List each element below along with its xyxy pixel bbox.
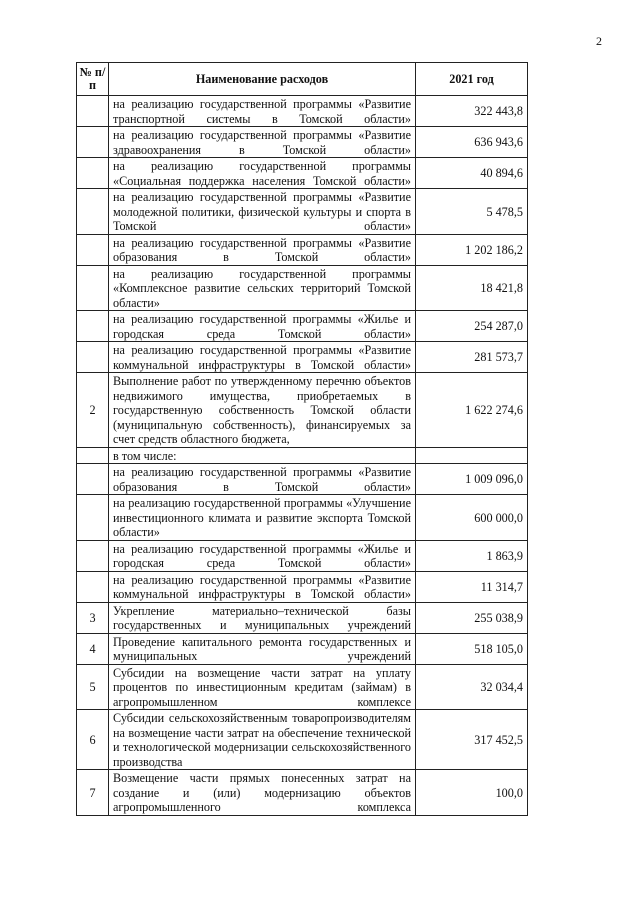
row-name: Возмещение части прямых понесенных затрат на создание и (или) модернизацию объектов агропромышленного комплекса	[109, 770, 416, 816]
table-row	[77, 664, 528, 710]
row-name: на реализацию государственной программы «Развитие здравоохранения в Томской области»	[109, 127, 416, 158]
row-number: 3	[77, 602, 109, 633]
page-number: 2	[596, 34, 602, 48]
row-number	[77, 464, 109, 495]
row-value: 32 034,4	[416, 664, 528, 710]
row-value: 255 038,9	[416, 602, 528, 633]
row-name: на реализацию государственной программы «Комплексное развитие сельских территорий Томской области»	[109, 265, 416, 311]
row-number: 6	[77, 710, 109, 770]
expenses-table	[76, 62, 528, 816]
row-value: 1 202 186,2	[416, 234, 528, 265]
table-row	[77, 571, 528, 602]
header-name: Наименование расходов	[109, 63, 416, 96]
row-number: 5	[77, 664, 109, 710]
table-row	[77, 342, 528, 373]
row-number	[77, 158, 109, 189]
row-name: на реализацию государственной программы «Социальная поддержка населения Томской области»	[109, 158, 416, 189]
row-number	[77, 571, 109, 602]
table-row	[77, 96, 528, 127]
table-row	[77, 770, 528, 816]
row-number	[77, 540, 109, 571]
row-number	[77, 311, 109, 342]
row-value: 281 573,7	[416, 342, 528, 373]
row-name: на реализацию государственной программы «Развитие молодежной политики, физической культуры и спорта в Томской области»	[109, 189, 416, 235]
row-value: 100,0	[416, 770, 528, 816]
row-value: 317 452,5	[416, 710, 528, 770]
row-value: 518 105,0	[416, 633, 528, 664]
row-name: на реализацию государственной программы «Развитие образования в Томской области»	[109, 234, 416, 265]
table-row	[77, 710, 528, 770]
row-value: 254 287,0	[416, 311, 528, 342]
row-number	[77, 342, 109, 373]
row-name: на реализацию государственной программы «Развитие образования в Томской области»	[109, 464, 416, 495]
table-row	[77, 189, 528, 235]
row-number: 4	[77, 633, 109, 664]
row-value: 40 894,6	[416, 158, 528, 189]
row-value: 11 314,7	[416, 571, 528, 602]
row-name: Субсидии сельскохозяйственным товаропроизводителям на возмещение части затрат на обеспечение технической и технологической модернизации сельскохозяйственного производства	[109, 710, 416, 770]
row-name: Выполнение работ по утвержденному перечню объектов недвижимого имущества, приобретаемых в государственную собственность Томской области (муниципальную собственность), финансируемых за счет средств областного бюджета,	[109, 373, 416, 448]
table-row	[77, 373, 528, 448]
row-number	[77, 96, 109, 127]
row-name: на реализацию государственной программы «Развитие транспортной системы в Томской области»	[109, 96, 416, 127]
table-row	[77, 127, 528, 158]
row-name: на реализацию государственной программы «Жилье и городская среда Томской области»	[109, 311, 416, 342]
row-name: на реализацию государственной программы «Жилье и городская среда Томской области»	[109, 540, 416, 571]
row-value: 322 443,8	[416, 96, 528, 127]
row-number	[77, 447, 109, 464]
table-row	[77, 540, 528, 571]
row-name: Субсидии на возмещение части затрат на уплату процентов по инвестиционным кредитам (займам) в агропромышленном комплексе	[109, 664, 416, 710]
table-row	[77, 447, 528, 464]
row-value: 1 009 096,0	[416, 464, 528, 495]
row-name: Укрепление материально–технической базы государственных и муниципальных учреждений	[109, 602, 416, 633]
row-number	[77, 265, 109, 311]
row-name: на реализацию государственной программы «Развитие коммунальной инфраструктуры в Томской области»	[109, 571, 416, 602]
table-row	[77, 464, 528, 495]
row-number	[77, 189, 109, 235]
header-year: 2021 год	[416, 63, 528, 96]
row-name: на реализацию государственной программы «Развитие коммунальной инфраструктуры в Томской области»	[109, 342, 416, 373]
row-name: Проведение капитального ремонта государственных и муниципальных учреждений	[109, 633, 416, 664]
row-value	[416, 447, 528, 464]
table-row	[77, 495, 528, 541]
table-row	[77, 234, 528, 265]
row-number	[77, 495, 109, 541]
row-value: 1 622 274,6	[416, 373, 528, 448]
row-name: в том числе:	[109, 447, 416, 464]
row-value: 636 943,6	[416, 127, 528, 158]
header-number: № п/п	[77, 63, 109, 96]
table-header-row	[77, 63, 528, 96]
row-value: 1 863,9	[416, 540, 528, 571]
table-row	[77, 602, 528, 633]
table-row	[77, 158, 528, 189]
row-number	[77, 234, 109, 265]
row-number: 7	[77, 770, 109, 816]
row-number	[77, 127, 109, 158]
table-row	[77, 265, 528, 311]
row-name: на реализацию государственной программы «Улучшение инвестиционного климата и развитие экспорта Томской области»	[109, 495, 416, 541]
row-value: 600 000,0	[416, 495, 528, 541]
row-value: 5 478,5	[416, 189, 528, 235]
table-row	[77, 311, 528, 342]
row-value: 18 421,8	[416, 265, 528, 311]
table-row	[77, 633, 528, 664]
row-number: 2	[77, 373, 109, 448]
